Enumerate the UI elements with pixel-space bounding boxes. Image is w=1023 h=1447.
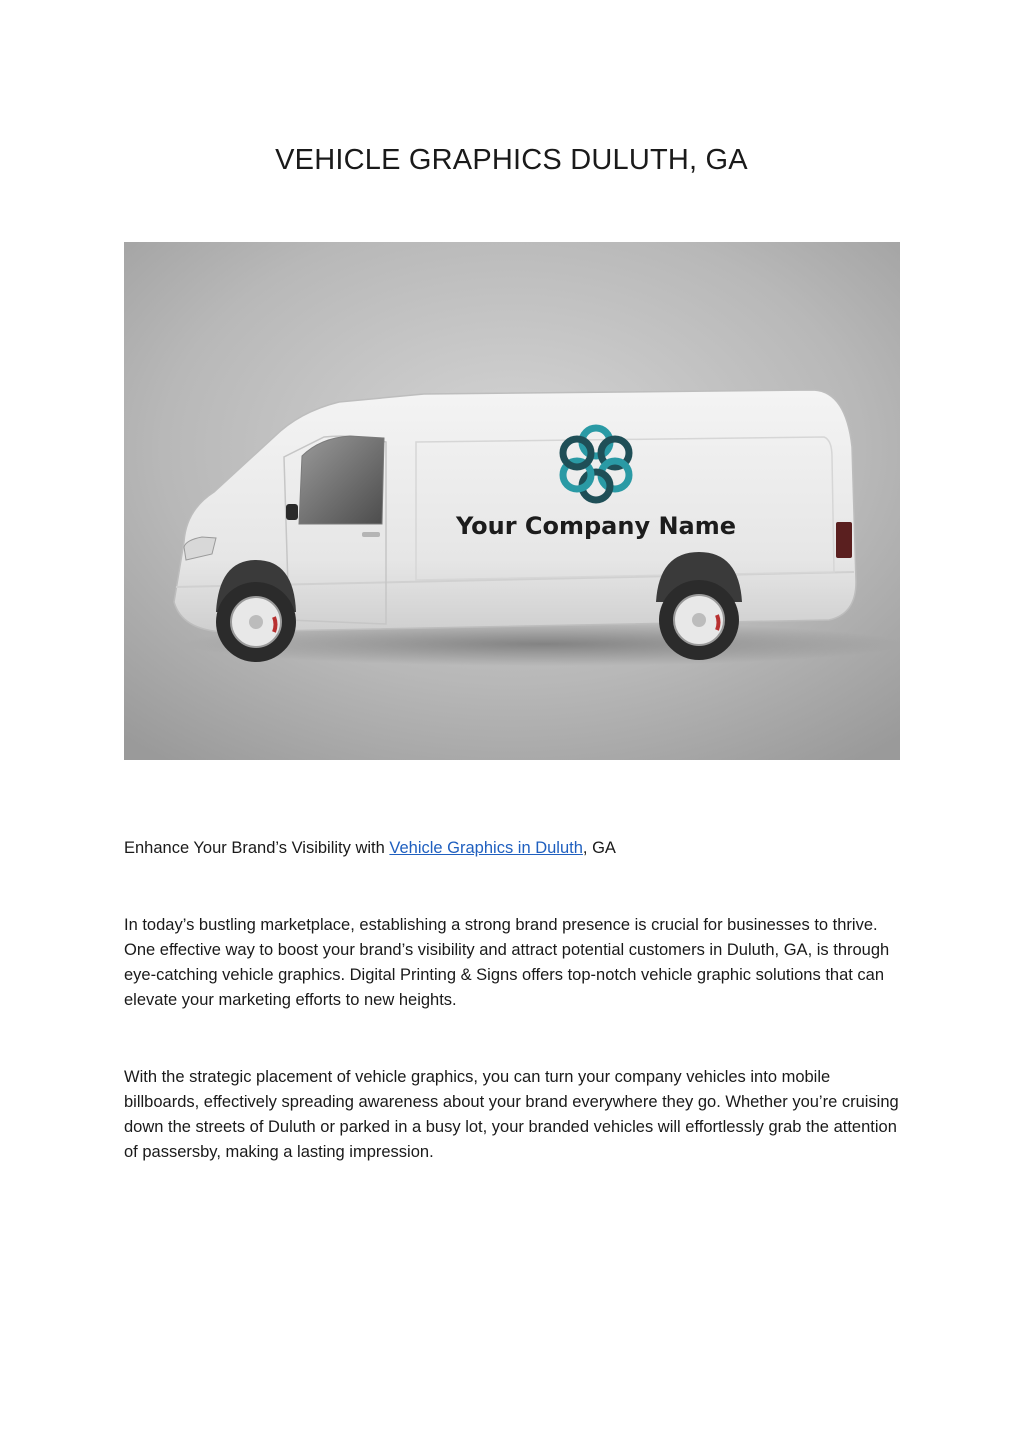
hero-image-van-mockup	[124, 242, 900, 760]
subheading-prefix: Enhance Your Brand’s Visibility with	[124, 839, 390, 857]
rear-wheel	[659, 580, 739, 660]
van-window	[299, 436, 384, 524]
van-illustration	[124, 242, 900, 760]
vehicle-graphics-link[interactable]: Vehicle Graphics in Duluth	[389, 839, 583, 857]
page-title: VEHICLE GRAPHICS DULUTH, GA	[275, 144, 748, 177]
strategy-paragraph: With the strategic placement of vehicle graphics, you can turn your company vehicles into mobile billboards, effectively spreading awareness about your brand everywhere they go. Whether you’re cruising down the streets of Duluth or parked in a busy lot, your branded vehicles will effortlessly grab the attention of passersby, making a lasting impression.	[124, 1068, 899, 1161]
tail-light	[836, 522, 852, 558]
side-mirror	[286, 504, 298, 520]
subheading	[124, 836, 900, 861]
front-wheel	[216, 582, 296, 662]
company-name-decal: Your Company Name	[455, 512, 737, 540]
intro-paragraph: In today’s bustling marketplace, establishing a strong brand presence is crucial for businesses to thrive. One effective way to boost your brand’s visibility and attract potential customers in Duluth, GA, is through eye-catching vehicle graphics. Digital Printing & Signs offers top-notch vehicle graphic solutions that can elevate your marketing efforts to new heights.	[124, 916, 890, 1009]
subheading-suffix: , GA	[582, 839, 616, 857]
